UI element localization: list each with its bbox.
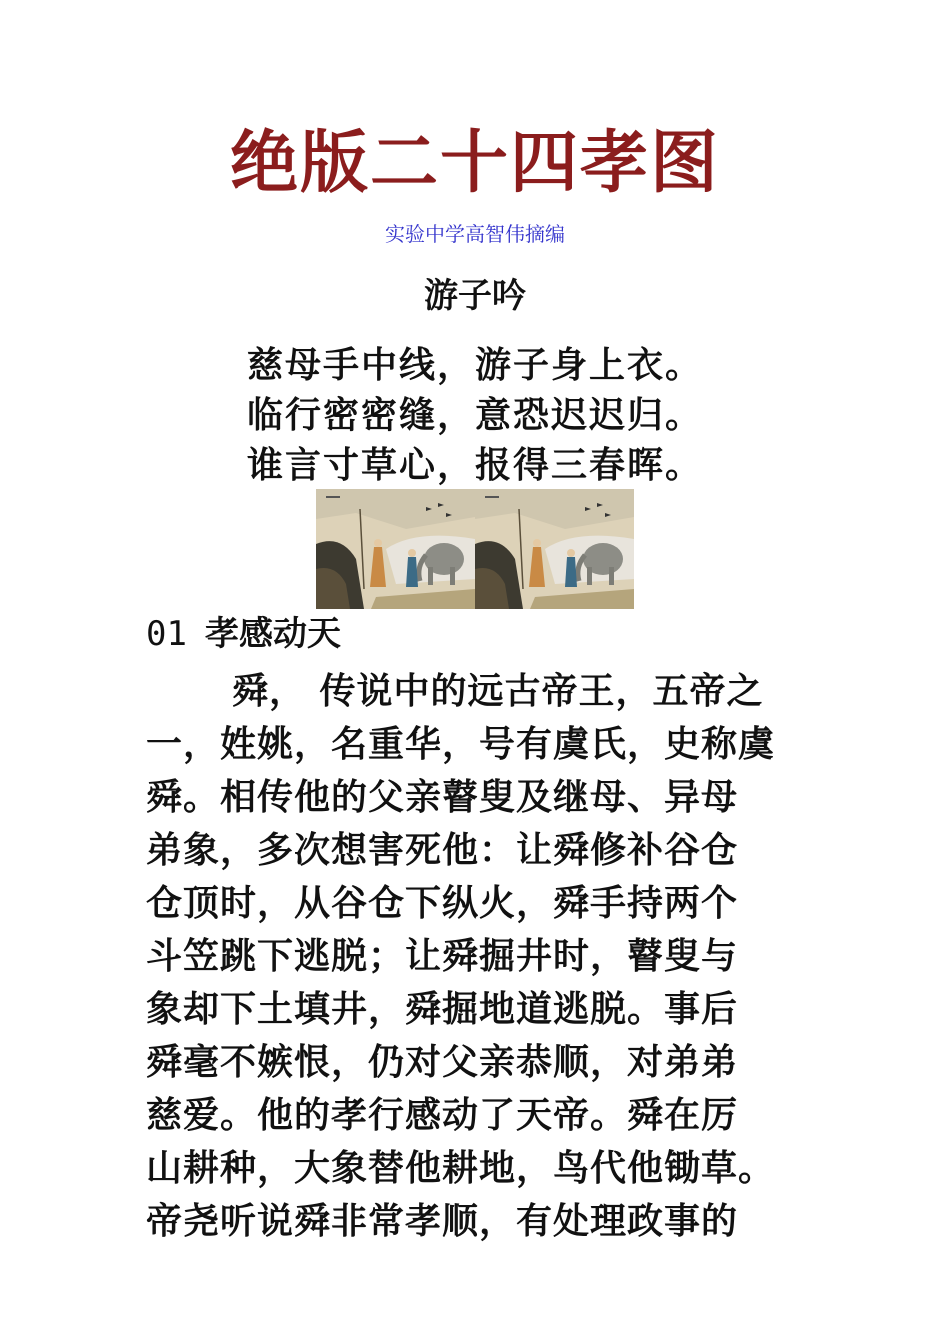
document-title: 绝版二十四孝图 [229, 123, 720, 203]
illustration-figure [316, 489, 634, 609]
section-number: 01 [146, 614, 187, 654]
section-heading [146, 610, 826, 658]
body-line: 帝尧听说舜非常孝顺，有处理政事的 [146, 1200, 739, 1242]
body-line: 慈爱。他的孝行感动了天帝。舜在厉 [146, 1094, 739, 1136]
body-line: 象却下土填井，舜掘地道逃脱。事后 [146, 988, 739, 1030]
poem-line: 慈母手中线，游子身上衣。 [246, 344, 703, 386]
body-line: 舜， 传说中的远古帝王，五帝之 [232, 670, 764, 712]
body-line: 弟象，多次想害死他：让舜修补谷仓 [146, 829, 739, 871]
body-line: 一，姓姚，名重华，号有虞氏，史称虞 [146, 723, 776, 765]
section-heading-text: 孝感动天 [204, 614, 341, 654]
body-line: 舜毫不嫉恨，仍对父亲恭顺，对弟弟 [146, 1041, 739, 1083]
body-line: 舜。相传他的父亲瞽叟及继母、异母 [146, 776, 739, 818]
poem-title: 游子吟 [424, 276, 526, 316]
illustration-painting [475, 489, 634, 609]
body-line: 山耕种，大象替他耕地，鸟代他锄草。 [146, 1147, 776, 1189]
poem-block [0, 340, 950, 490]
author-credit: 实验中学高智伟摘编 [385, 222, 565, 246]
poem-line: 临行密密缝，意恐迟迟归。 [246, 394, 703, 436]
illustration-painting [316, 489, 475, 609]
body-line: 仓顶时，从谷仓下纵火，舜手持两个 [146, 882, 739, 924]
poem-line: 谁言寸草心，报得三春晖。 [246, 444, 703, 486]
body-line: 斗笠跳下逃脱；让舜掘井时，瞽叟与 [146, 935, 739, 977]
section-body [146, 665, 816, 1248]
